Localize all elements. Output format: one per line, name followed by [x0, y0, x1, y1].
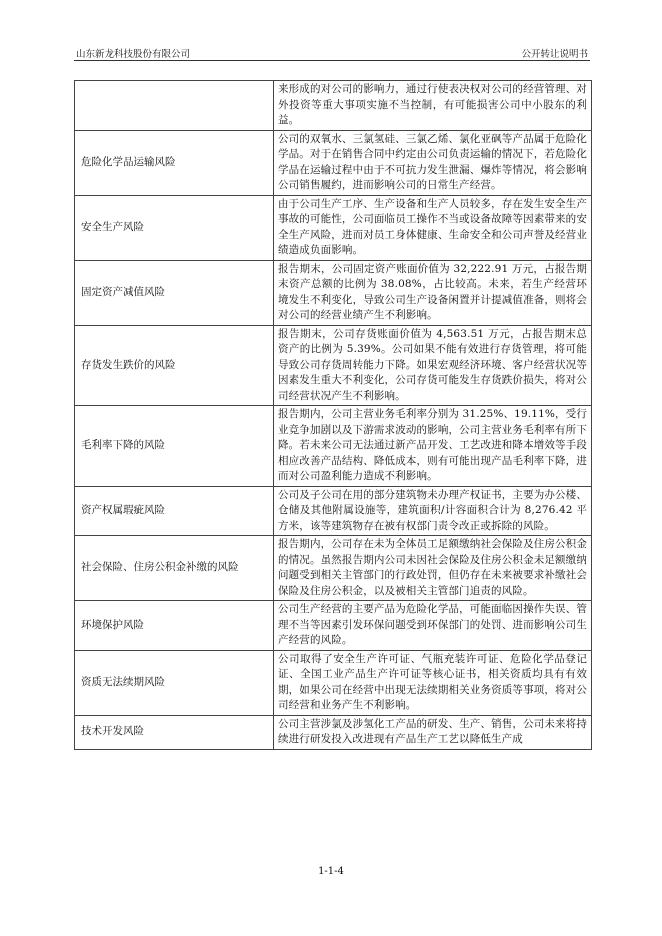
risk-name: 固定资产减值风险 — [75, 260, 274, 325]
risk-name: 存货发生跌价的风险 — [75, 325, 274, 406]
header-company-name: 山东新龙科技股份有限公司 — [76, 49, 191, 60]
table-row — [75, 130, 592, 195]
risk-name: 危险化学品运输风险 — [75, 130, 274, 195]
risk-description: 报告期内，公司主营业务毛利率分别为 31.25%、19.11%，受行业竞争加剧以及下游需求波动的影响，公司主营业务毛利率有所下降。若未来公司无法通过新产品开发、工艺改进和降本增效等手段相应改善产品结构、降低成本，则有可能出现产品毛利率下降，进而对公司盈利能力造成不利影响。 — [274, 406, 592, 487]
risk-name: 技术开发风险 — [75, 715, 274, 749]
risk-description: 来形成的对公司的影响力，通过行使表决权对公司的经营管理、对外投资等重大事项实施不当控制，有可能损害公司中小股东的利益。 — [274, 81, 592, 131]
table-row — [75, 260, 592, 325]
table-row — [75, 486, 592, 536]
risk-description: 公司生产经营的主要产品为危险化学品，可能面临因操作失误、管理不当等因素引发环保问题受到环保部门的处罚、进而影响公司生产经营的风险。 — [274, 601, 592, 651]
risk-description: 公司主营涉氯及涉氢化工产品的研发、生产、销售，公司未来将持续进行研发投入改进现有产品生产工艺以降低生产成 — [274, 715, 592, 749]
risk-name — [75, 81, 274, 131]
page-number: 1-1-4 — [318, 866, 344, 877]
risk-description: 报告期内，公司存在未为全体员工足额缴纳社会保险及住房公积金的情况。虽然报告期内公司未因社会保险及住房公积金未足额缴纳问题受到相关主管部门的行政处罚，但仍存在未来被要求补缴社会保险及住房公积金，以及被相关主管部门追责的风险。 — [274, 536, 592, 601]
risk-description: 报告期末，公司固定资产账面价值为 32,222.91 万元，占报告期末资产总额的比例为 38.08%，占比较高。未来，若生产经营环境发生不利变化，导致公司生产设备闲置并计提减值准备，则将会对公司的经营业绩产生不利影响。 — [274, 260, 592, 325]
risk-table — [74, 80, 592, 750]
risk-description: 报告期末，公司存货账面价值为 4,563.51 万元，占报告期末总资产的比例为 5.39%。公司如果不能有效进行存货管理，将可能导致公司存货周转能力下降。如果宏观经济环境、客户经营状况等因素发生重大不利变化，公司存货可能发生存货跌价损失，将对公司经营状况产生不利影响。 — [274, 325, 592, 406]
risk-name: 安全生产风险 — [75, 195, 274, 260]
risk-name: 毛利率下降的风险 — [75, 406, 274, 487]
risk-description: 由于公司生产工序、生产设备和生产人员较多，存在发生安全生产事故的可能性，公司面临员工操作不当或设备故障等因素带来的安全生产风险，进而对员工身体健康、生命安全和公司声誉及经营业绩造成负面影响。 — [274, 195, 592, 260]
header-document-title: 公开转让说明书 — [521, 49, 588, 60]
risk-name: 资产权属瑕疵风险 — [75, 486, 274, 536]
table-row — [75, 715, 592, 749]
risk-name: 环境保护风险 — [75, 601, 274, 651]
table-row — [75, 650, 592, 715]
table-row — [75, 325, 592, 406]
risk-description: 公司的双氧水、三氯氢硅、三氯乙烯、氯化亚砜等产品属于危险化学品。对于在销售合同中约定由公司负责运输的情况下，若危险化学品在运输过程中由于不可抗力发生泄漏、爆炸等情况，将会影响公司销售履约，进而影响公司的日常生产经营。 — [274, 130, 592, 195]
table-row — [75, 81, 592, 131]
page-header — [74, 46, 590, 61]
risk-description: 公司及子公司在用的部分建筑物未办理产权证书，主要为办公楼、仓储及其他附属设施等，建筑面积/计容面积合计为 8,276.42 平方米，该等建筑物存在被有权部门责令改正或拆除的风险。 — [274, 486, 592, 536]
risk-name: 社会保险、住房公积金补缴的风险 — [75, 536, 274, 601]
table-row — [75, 406, 592, 487]
risk-name: 资质无法续期风险 — [75, 650, 274, 715]
risk-description: 公司取得了安全生产许可证、气瓶充装许可证、危险化学品登记证、全国工业产品生产许可证等核心证书，相关资质均具有有效期，如果公司在经营中出现无法续期相关业务资质等事项，将对公司经营和业务产生不利影响。 — [274, 650, 592, 715]
table-row — [75, 536, 592, 601]
table-row — [75, 195, 592, 260]
table-row — [75, 601, 592, 651]
